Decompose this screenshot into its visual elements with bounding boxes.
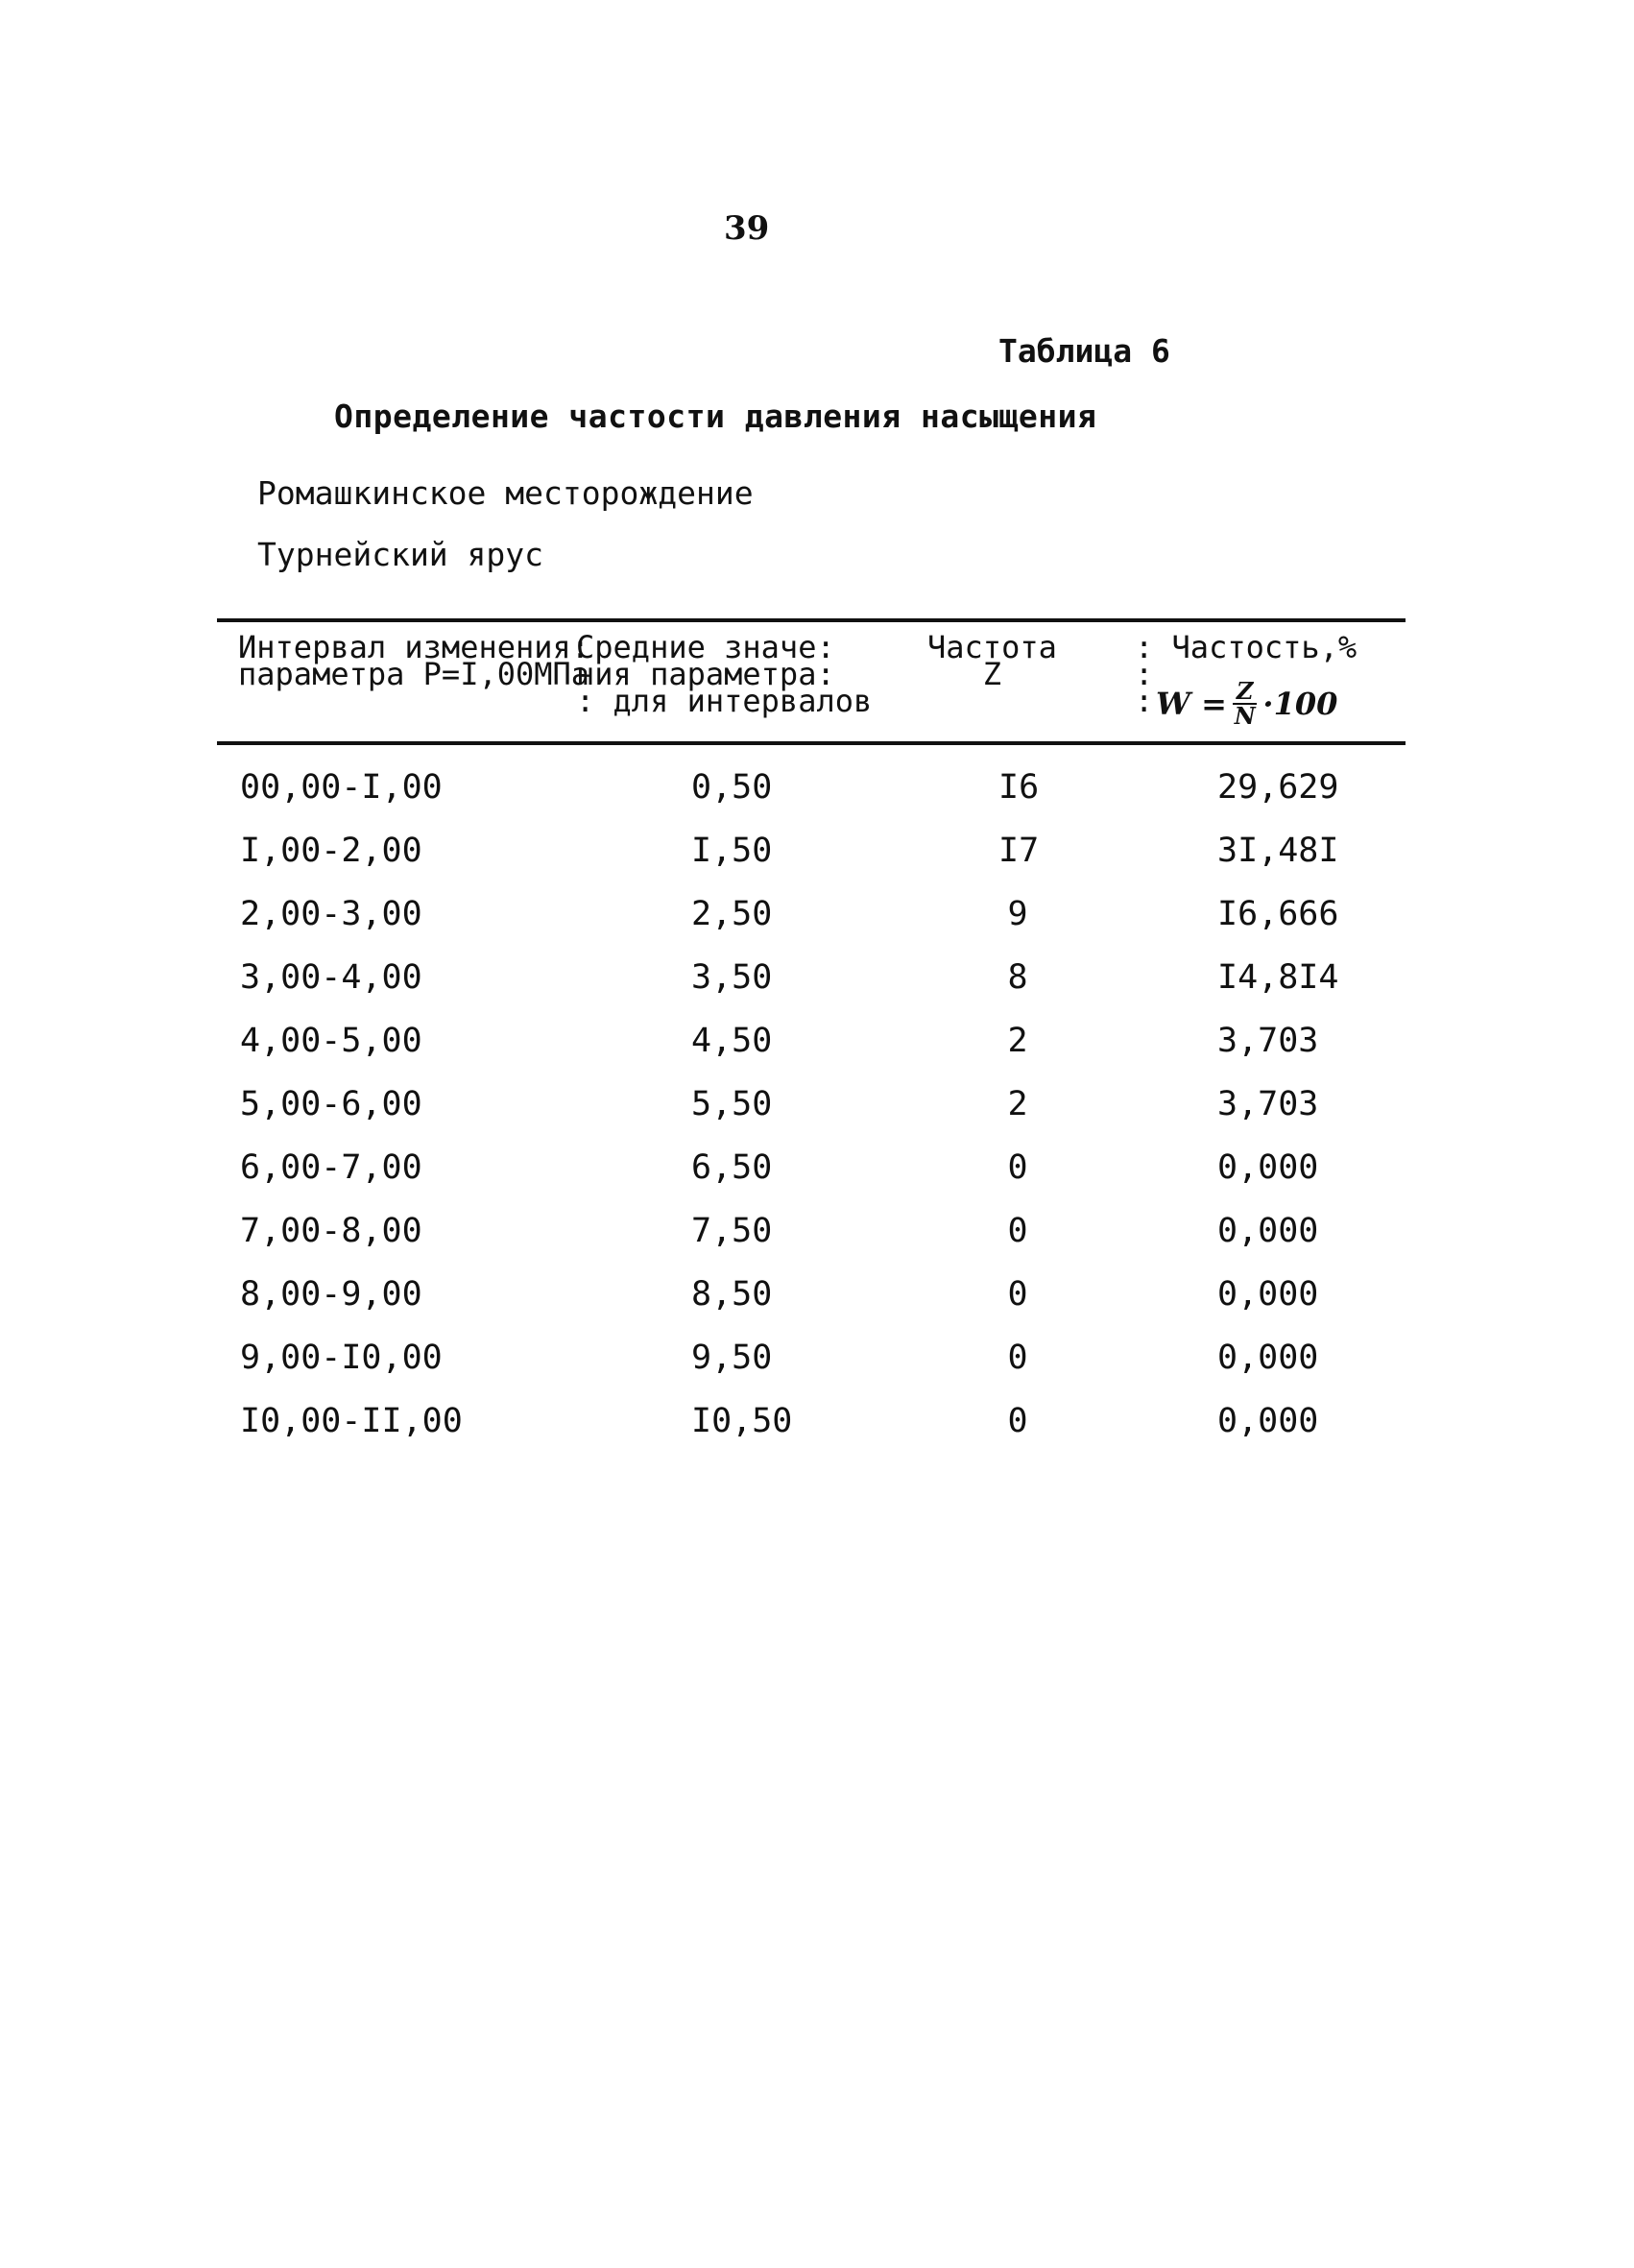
relative-frequency-cell: 0,000 bbox=[1217, 1275, 1319, 1314]
frequency-cell: I7 bbox=[998, 832, 1040, 870]
frequency-cell: 0 bbox=[1007, 1402, 1028, 1440]
interval-cell: I,00-2,00 bbox=[240, 832, 422, 870]
mean-value-cell: 2,50 bbox=[691, 895, 773, 933]
interval-cell: 00,00-I,00 bbox=[240, 768, 443, 807]
table-label: Таблица 6 bbox=[998, 332, 1170, 370]
frequency-cell: 2 bbox=[1007, 1022, 1028, 1060]
mean-value-cell: 8,50 bbox=[691, 1275, 773, 1314]
table-row bbox=[0, 1085, 1634, 1148]
header-relative-frequency: : Частость,% : : bbox=[1135, 629, 1358, 719]
interval-cell: I0,00-II,00 bbox=[240, 1402, 463, 1440]
frequency-cell: 0 bbox=[1007, 1275, 1028, 1314]
table-row bbox=[0, 1339, 1634, 1402]
relative-frequency-cell: I4,8I4 bbox=[1217, 958, 1339, 997]
table-title: Определение частости давления насыщения bbox=[334, 398, 1097, 435]
mean-value-cell: 7,50 bbox=[691, 1212, 773, 1250]
formula-tail: ·100 bbox=[1262, 686, 1338, 722]
frequency-cell: I6 bbox=[998, 768, 1040, 807]
interval-cell: 4,00-5,00 bbox=[240, 1022, 422, 1060]
interval-cell: 2,00-3,00 bbox=[240, 895, 422, 933]
interval-cell: 9,00-I0,00 bbox=[240, 1339, 443, 1377]
header-frequency: Частота Z bbox=[927, 629, 1057, 692]
mean-value-cell: 6,50 bbox=[691, 1148, 773, 1187]
mean-value-cell: 9,50 bbox=[691, 1339, 773, 1377]
table-header-rule bbox=[217, 741, 1406, 745]
interval-cell: 8,00-9,00 bbox=[240, 1275, 422, 1314]
relative-frequency-cell: 0,000 bbox=[1217, 1402, 1319, 1440]
table-row bbox=[0, 832, 1634, 895]
page-number: 39 bbox=[724, 209, 770, 248]
relative-frequency-cell: 0,000 bbox=[1217, 1148, 1319, 1187]
frequency-cell: 0 bbox=[1007, 1339, 1028, 1377]
interval-cell: 3,00-4,00 bbox=[240, 958, 422, 997]
table-row bbox=[0, 768, 1634, 832]
mean-value-cell: 4,50 bbox=[691, 1022, 773, 1060]
table-row bbox=[0, 1212, 1634, 1275]
header-interval: Интервал изменения: параметра P=I,00МПа bbox=[238, 629, 590, 692]
relative-frequency-cell: 3,703 bbox=[1217, 1085, 1319, 1123]
interval-cell: 7,00-8,00 bbox=[240, 1212, 422, 1250]
mean-value-cell: 5,50 bbox=[691, 1085, 773, 1123]
interval-cell: 5,00-6,00 bbox=[240, 1085, 422, 1123]
table-top-rule bbox=[217, 618, 1406, 622]
relative-frequency-cell: 0,000 bbox=[1217, 1212, 1319, 1250]
formula-numerator: Z bbox=[1233, 680, 1258, 705]
relative-frequency-cell: 29,629 bbox=[1217, 768, 1339, 807]
header-mean: Средние значе: ния параметра: : для интервалов bbox=[576, 629, 873, 719]
mean-value-cell: I0,50 bbox=[691, 1402, 793, 1440]
table-row bbox=[0, 1275, 1634, 1339]
formula-w: W = bbox=[1156, 686, 1227, 722]
formula-denominator: N bbox=[1234, 702, 1256, 730]
table-row bbox=[0, 958, 1634, 1022]
field-name: Ромашкинское месторождение bbox=[257, 474, 754, 512]
table-row bbox=[0, 1022, 1634, 1085]
header-formula bbox=[1135, 677, 1338, 730]
table-row bbox=[0, 1402, 1634, 1465]
relative-frequency-cell: 3,703 bbox=[1217, 1022, 1319, 1060]
frequency-cell: 8 bbox=[1007, 958, 1028, 997]
table-row bbox=[0, 895, 1634, 958]
table-body bbox=[0, 768, 1634, 1465]
relative-frequency-cell: 0,000 bbox=[1217, 1339, 1319, 1377]
frequency-cell: 0 bbox=[1007, 1212, 1028, 1250]
mean-value-cell: I,50 bbox=[691, 832, 773, 870]
frequency-cell: 0 bbox=[1007, 1148, 1028, 1187]
stage-name: Турнейский ярус bbox=[257, 536, 544, 573]
formula-fraction bbox=[1233, 677, 1258, 730]
mean-value-cell: 0,50 bbox=[691, 768, 773, 807]
relative-frequency-cell: 3I,48I bbox=[1217, 832, 1339, 870]
relative-frequency-cell: I6,666 bbox=[1217, 895, 1339, 933]
mean-value-cell: 3,50 bbox=[691, 958, 773, 997]
frequency-cell: 9 bbox=[1007, 895, 1028, 933]
frequency-cell: 2 bbox=[1007, 1085, 1028, 1123]
table-row bbox=[0, 1148, 1634, 1212]
interval-cell: 6,00-7,00 bbox=[240, 1148, 422, 1187]
